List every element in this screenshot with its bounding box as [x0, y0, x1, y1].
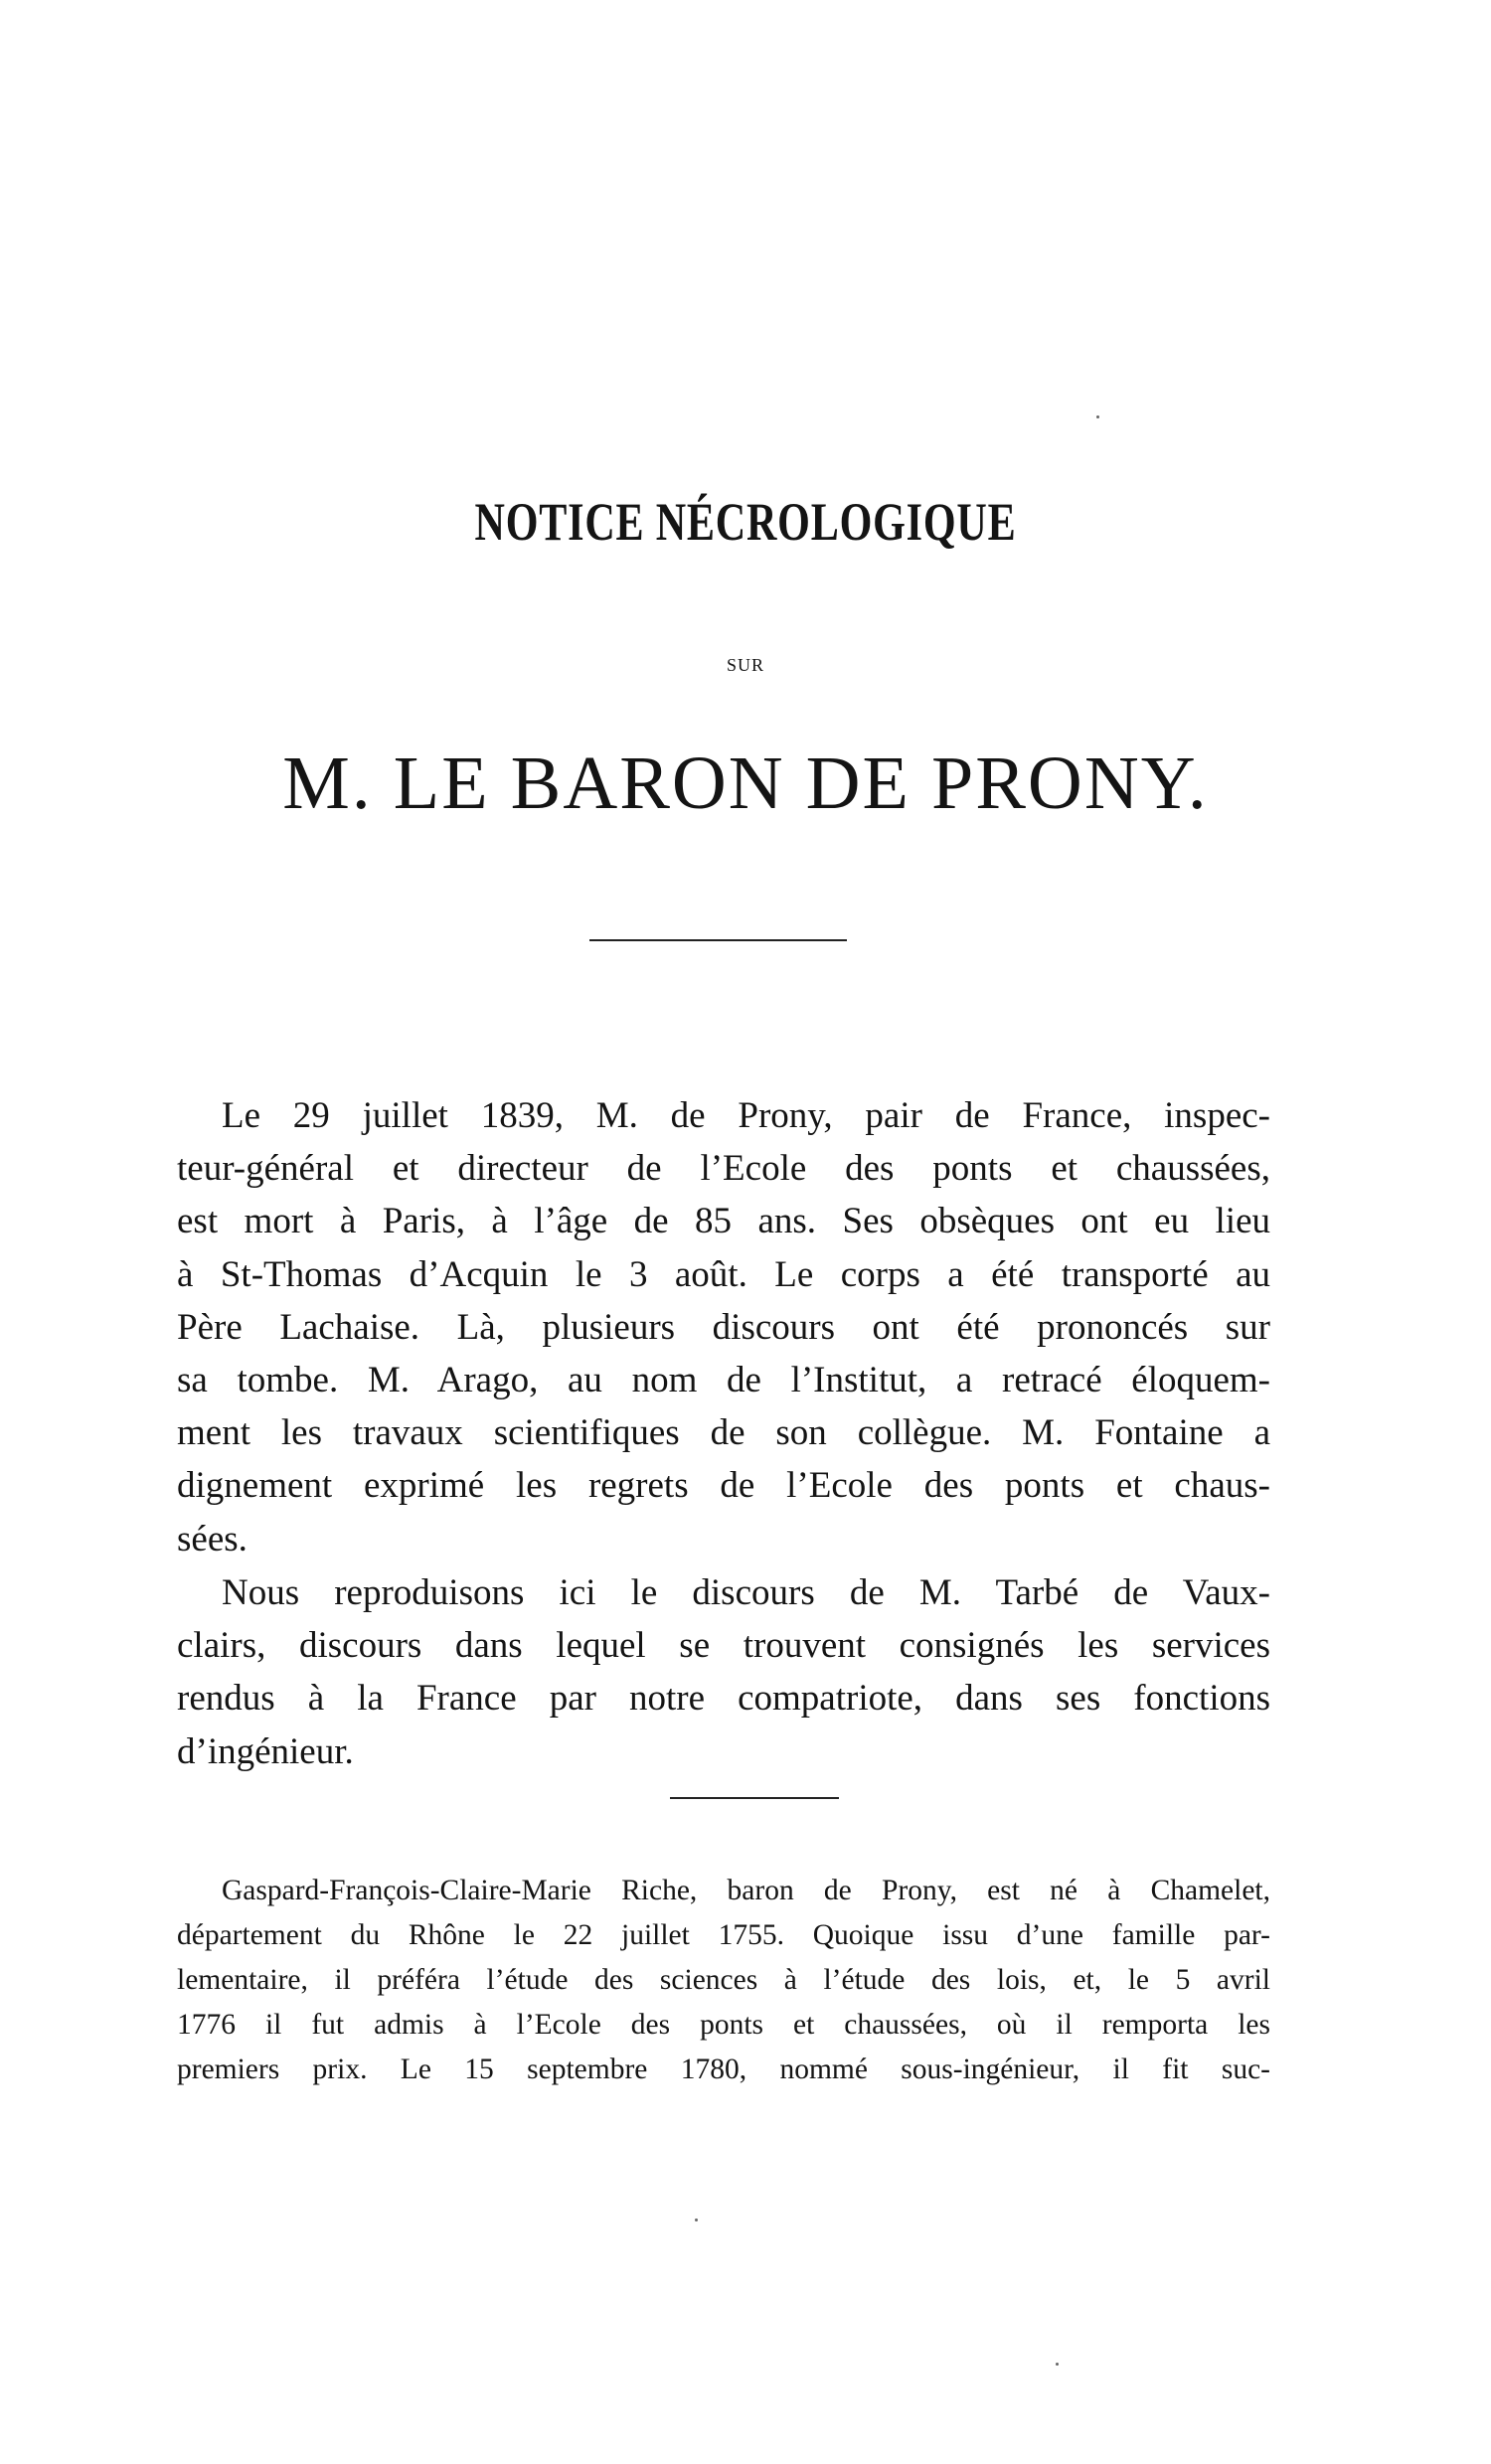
footnote-line: lementaire, il préféra l’étude des sciences à l’étude des lois, et, le 5 avril: [177, 1964, 1270, 1996]
paragraph-line: sées.: [177, 1518, 248, 1560]
paragraph-line: clairs, discours dans lequel se trouvent consignés les services: [177, 1625, 1270, 1667]
paragraph-line: Le 29 juillet 1839, M. de Prony, pair de France, inspec-: [222, 1095, 1270, 1136]
footnote-line: 1776 il fut admis à l’Ecole des ponts et chaussées, où il remporta les: [177, 2009, 1270, 2041]
paragraph-line: ment les travaux scientifiques de son collègue. M. Fontaine a: [177, 1412, 1270, 1454]
notice-title: NOTICE NÉCROLOGIQUE: [474, 492, 1017, 552]
paragraph-line: est mort à Paris, à l’âge de 85 ans. Ses obsèques ont eu lieu: [177, 1201, 1270, 1242]
footnote-line: département du Rhône le 22 juillet 1755. Quoique issu d’une famille par-: [177, 1919, 1270, 1951]
paragraph-line: à St-Thomas d’Acquin le 3 août. Le corps a été transporté au: [177, 1253, 1270, 1295]
scan-speck: [1056, 2363, 1059, 2366]
paragraph-line: rendus à la France par notre compatriote, dans ses fonctions: [177, 1678, 1270, 1720]
paragraph-line: teur-général et directeur de l’Ecole des ponts et chaussées,: [177, 1148, 1270, 1190]
footnote-divider: [670, 1797, 839, 1799]
paragraph-2: [177, 1566, 1270, 1778]
title-divider: [589, 939, 847, 941]
paragraph-line: d’ingénieur.: [177, 1730, 354, 1772]
subject-title: M. LE BARON DE PRONY.: [282, 741, 1209, 825]
footnote-line: Gaspard-François-Claire-Marie Riche, baron de Prony, est né à Chamelet,: [222, 1875, 1270, 1906]
paragraph-1: [177, 1089, 1270, 1565]
scan-speck: [1096, 415, 1099, 418]
paragraph-line: Nous reproduisons ici le discours de M. Tarbé de Vaux-: [222, 1572, 1270, 1613]
paragraph-line: dignement exprimé les regrets de l’Ecole des ponts et chaus-: [177, 1465, 1270, 1507]
title-connector: SUR: [726, 655, 764, 675]
paragraph-line: Père Lachaise. Là, plusieurs discours ont été prononcés sur: [177, 1306, 1270, 1348]
footnote: [177, 1869, 1270, 2092]
footnote-line: premiers prix. Le 15 septembre 1780, nommé sous-ingénieur, il fit suc-: [177, 2053, 1270, 2085]
paragraph-line: sa tombe. M. Arago, au nom de l’Institut, a retracé éloquem-: [177, 1360, 1270, 1401]
scan-speck: [695, 2218, 698, 2221]
